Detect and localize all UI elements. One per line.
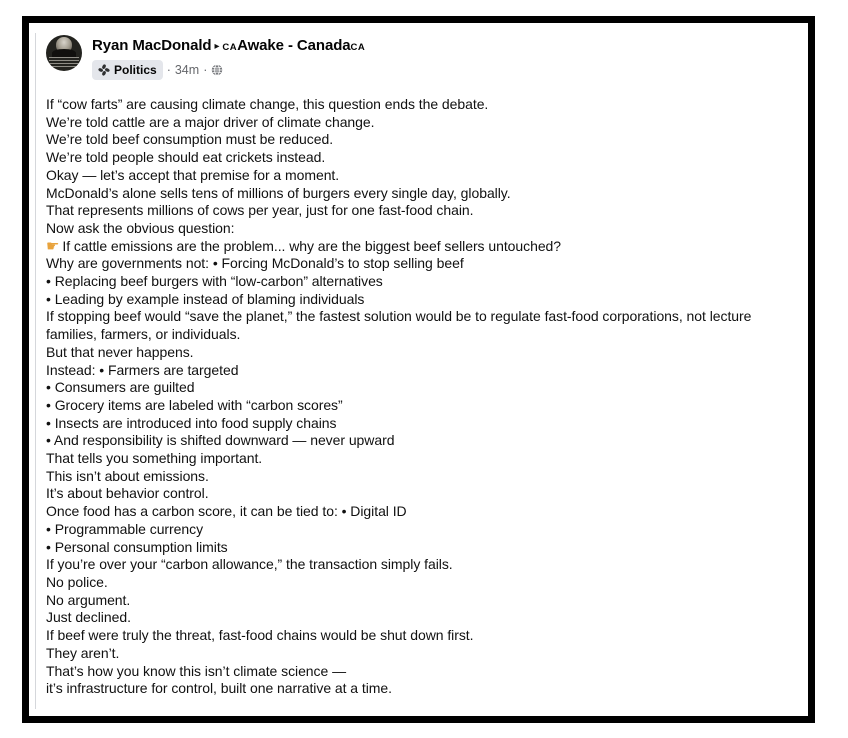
post-text-line <box>46 202 802 220</box>
post-text-line <box>46 574 802 592</box>
line-text: Why are governments not: • Forcing McDonald’s to stop selling beef <box>46 255 464 272</box>
group-name-text: Awake - Canada <box>237 37 351 54</box>
line-text: • Insects are introduced into food supply chains <box>46 414 337 431</box>
post-text-line <box>46 609 802 627</box>
post-text-line <box>46 397 802 415</box>
line-text: If beef were truly the threat, fast-food chains would be shut down first. <box>46 627 474 644</box>
post-text-line <box>46 663 802 681</box>
meta-separator: · <box>203 63 208 77</box>
avatar[interactable] <box>46 35 82 71</box>
canada-flag-emoji: CA <box>222 42 238 53</box>
post-text-line <box>46 308 802 343</box>
canada-flag-emoji: CA <box>350 42 366 53</box>
line-text: • Personal consumption limits <box>46 538 228 555</box>
line-text: • Leading by example instead of blaming individuals <box>46 290 365 307</box>
line-text: If cattle emissions are the problem... why are the biggest beef sellers untouched? <box>62 237 562 254</box>
line-text: Once food has a carbon score, it can be tied to: • Digital ID <box>46 503 407 520</box>
post-text-line <box>46 539 802 557</box>
post-text-line <box>46 485 802 503</box>
line-text: It’s about behavior control. <box>46 485 209 502</box>
line-text: McDonald’s alone sells tens of millions of burgers every single day, globally. <box>46 184 511 201</box>
post-text-line <box>46 521 802 539</box>
post-text-line <box>46 238 802 256</box>
timestamp[interactable]: 34m <box>174 63 200 77</box>
line-text: No police. <box>46 573 108 590</box>
name-row <box>92 36 365 57</box>
post-text-line <box>46 379 802 397</box>
line-text: This isn’t about emissions. <box>46 467 209 484</box>
line-text: But that never happens. <box>46 343 194 360</box>
meta-row <box>92 60 365 80</box>
post-text-line <box>46 291 802 309</box>
line-text: That tells you something important. <box>46 450 263 467</box>
line-text: No argument. <box>46 591 131 608</box>
post-text-line <box>46 344 802 362</box>
header-text <box>92 35 365 80</box>
post-text-line <box>46 114 802 132</box>
line-text: it’s infrastructure for control, built one narrative at a time. <box>46 680 392 697</box>
line-text: Instead: • Farmers are targeted <box>46 361 239 378</box>
post-text-line <box>46 645 802 663</box>
posted-in-chevron-icon: ▸ <box>214 41 220 52</box>
post-text-line <box>46 450 802 468</box>
pointing-right-emoji: ☛ <box>46 236 60 255</box>
post-body <box>46 96 802 698</box>
line-text: • Consumers are guilted <box>46 379 195 396</box>
line-text: We’re told cattle are a major driver of climate change. <box>46 113 375 130</box>
line-text: Okay — let’s accept that premise for a moment. <box>46 166 340 183</box>
line-text: • Grocery items are labeled with “carbon scores” <box>46 396 343 413</box>
post-text-line <box>46 627 802 645</box>
line-text: Just declined. <box>46 609 131 626</box>
post-text-line <box>46 131 802 149</box>
post-text-line <box>46 220 802 238</box>
line-text: If stopping beef would “save the planet,” the fastest solution would be to regulate fast-food corporations, not lecture families, farmers, or individuals. <box>46 308 752 343</box>
topic-badge[interactable] <box>92 60 163 80</box>
post-text-line <box>46 255 802 273</box>
post-text-line <box>46 680 802 698</box>
post-text-line <box>46 503 802 521</box>
line-text: They aren’t. <box>46 644 120 661</box>
line-text: We’re told beef consumption must be reduced. <box>46 131 334 148</box>
avatar-text-lines <box>49 57 79 68</box>
post-text-line <box>46 468 802 486</box>
line-text: That represents millions of cows per year, just for one fast-food chain. <box>46 202 474 219</box>
author-name[interactable]: Ryan MacDonald <box>92 37 212 54</box>
post-text-line <box>46 432 802 450</box>
topic-badge-label: Politics <box>114 63 157 77</box>
post-text-line <box>46 96 802 114</box>
line-text: • Replacing beef burgers with “low-carbon” alternatives <box>46 273 383 290</box>
line-text: • And responsibility is shifted downward — never upward <box>46 432 395 449</box>
public-globe-icon <box>211 64 223 76</box>
screenshot-frame <box>22 16 815 723</box>
post-text-line <box>46 149 802 167</box>
post-text-line <box>46 592 802 610</box>
meta-separator: · <box>166 63 171 77</box>
post-text-line <box>46 415 802 433</box>
post-text-line <box>46 556 802 574</box>
post-header <box>46 33 805 80</box>
post-text-line <box>46 185 802 203</box>
post-text-line <box>46 167 802 185</box>
line-text: Now ask the obvious question: <box>46 219 235 236</box>
group-name[interactable] <box>222 37 365 54</box>
topic-pinwheel-icon <box>98 64 110 76</box>
post-card <box>35 33 805 709</box>
line-text: • Programmable currency <box>46 520 204 537</box>
line-text: If “cow farts” are causing climate change, this question ends the debate. <box>46 96 489 112</box>
line-text: If you’re over your “carbon allowance,” the transaction simply fails. <box>46 556 453 573</box>
line-text: That’s how you know this isn’t climate science — <box>46 662 347 679</box>
line-text: We’re told people should eat crickets instead. <box>46 149 326 166</box>
post-text-line <box>46 362 802 380</box>
post-text-line <box>46 273 802 291</box>
avatar-shoulders <box>52 49 76 57</box>
